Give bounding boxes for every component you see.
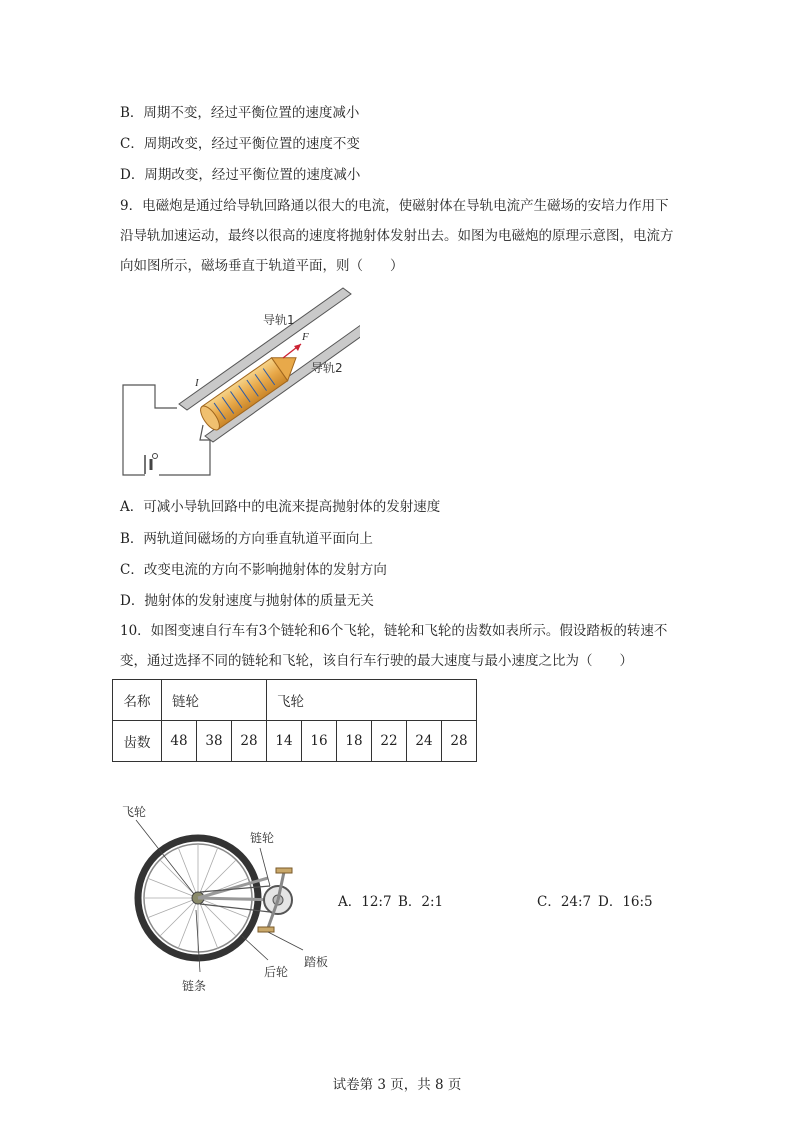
battery-symbol [145, 455, 151, 474]
q9-stem: 9．电磁炮是通过给导轨回路通以很大的电流，使磁射体在导轨电流产生磁场的安培力作用下沿导轨加速运动，最终以很高的速度将抛射体发射出去。如图为电磁炮的原理示意图，电流方向如图所示，磁场垂直于轨道平面，则（ ） [120, 198, 674, 274]
table-row [113, 721, 477, 762]
railgun-diagram [115, 280, 360, 480]
page-footer: 试卷第 3 页，共 8 页 [332, 1077, 462, 1093]
switch-contact [153, 454, 158, 459]
rail-1-label: 导轨1 [263, 313, 295, 327]
table-cell: 16 [302, 721, 337, 762]
rear-wheel-label: 后轮 [264, 965, 289, 979]
table-row [113, 680, 477, 721]
table-cell: 48 [162, 721, 197, 762]
table-cell-flywheel: 飞轮 [267, 680, 477, 721]
table-cell: 38 [197, 721, 232, 762]
force-arrow [283, 344, 301, 358]
q8-option-d: D．周期改变，经过平衡位置的速度减小 [120, 167, 361, 183]
q10-option-b: B．2:1 [398, 894, 444, 910]
teeth-table [112, 679, 477, 762]
bicycle-diagram [118, 800, 343, 1000]
table-cell-chainring: 链轮 [162, 680, 267, 721]
q10-stem: 10．如图变速自行车有3个链轮和6个飞轮，链轮和飞轮的齿数如表所示。假设踏板的转速不变，通过选择不同的链轮和飞轮，该自行车行驶的最大速度与最小速度之比为（ ） [120, 623, 668, 669]
q9-option-c: C．改变电流的方向不影响抛射体的发射方向 [120, 562, 387, 578]
q10-option-a: A．12:7 [338, 894, 392, 910]
q10-option-d: D．16:5 [598, 894, 653, 910]
q9-option-b: B．两轨道间磁场的方向垂直轨道平面向上 [120, 531, 373, 547]
chainring-label: 链轮 [250, 831, 275, 845]
table-cell: 24 [407, 721, 442, 762]
table-cell: 28 [232, 721, 267, 762]
pedal-lower [258, 927, 274, 932]
q8-option-c: C．周期改变，经过平衡位置的速度不变 [120, 136, 360, 152]
table-cell: 28 [442, 721, 477, 762]
q9-option-a: A．可减小导轨回路中的电流来提高抛射体的发射速度 [120, 499, 441, 515]
table-cell-name: 名称 [113, 680, 162, 721]
q10-option-c: C．24:7 [537, 894, 592, 910]
pedal-label: 踏板 [304, 955, 329, 969]
pedal-upper [276, 868, 292, 873]
flywheel-label: 飞轮 [122, 805, 147, 819]
table-cell: 18 [337, 721, 372, 762]
table-cell-teeth-label: 齿数 [113, 721, 162, 762]
q8-option-b: B．周期不变，经过平衡位置的速度减小 [120, 105, 360, 121]
force-label: F [302, 331, 309, 343]
chain-label: 链条 [182, 979, 207, 993]
table-cell: 22 [372, 721, 407, 762]
rail-2-label: 导轨2 [311, 361, 343, 375]
table-cell: 14 [267, 721, 302, 762]
current-label: I [195, 377, 199, 389]
q9-option-d: D．抛射体的发射速度与抛射体的质量无关 [120, 593, 374, 609]
